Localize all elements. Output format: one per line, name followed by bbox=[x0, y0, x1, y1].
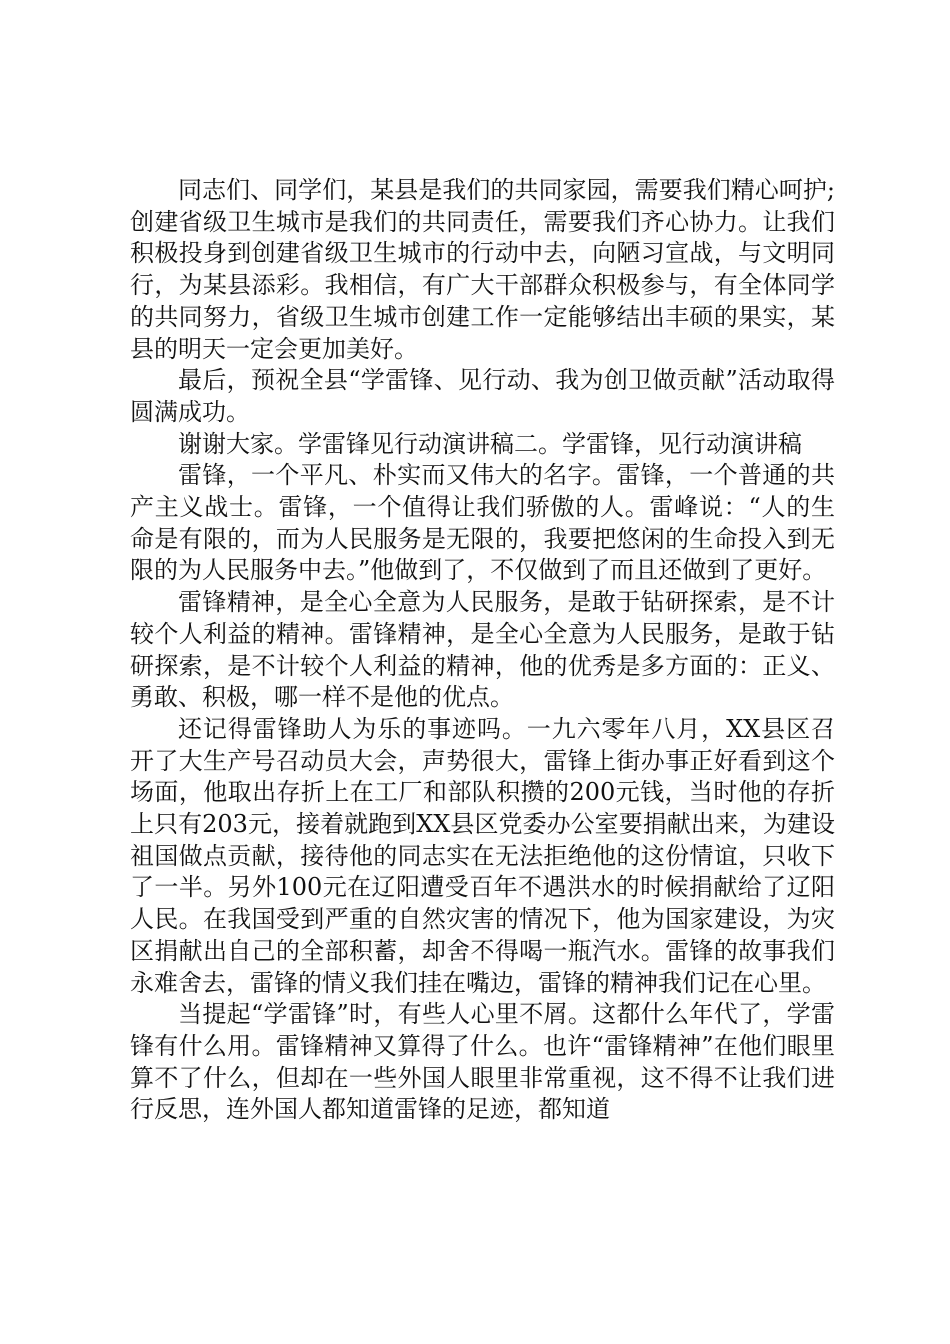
paragraph-3: 谢谢大家。学雷锋见行动演讲稿二。学雷锋，见行动演讲稿 bbox=[178, 429, 802, 458]
paragraph-6: 还记得雷锋助人为乐的事迹吗。一九六零年八月，XX县区召开了大生产号召动员大会，声势很大，雷锋上街办事正好看到这个场面，他取出存折上在工厂和部队积攒的200元钱，当时他的存折上只有203元，接着就跑到XX县区党委办公室要捐献出来，为建设祖国做点贡献，接待他的同志实在无法拒绝他的这份情谊，只收下了一半。另外100元在辽阳遭受百年不遇洪水的时候捐献给了辽阳人民。在我国受到严重的自然灾害的情况下，他为国家建设，为灾区捐献出自己的全部积蓄，却舍不得喝一瓶汽水。雷锋的故事我们永难舍去，雷锋的情义我们挂在嘴边，雷锋的精神我们记在心里。 bbox=[130, 714, 835, 997]
paragraph-2: 最后，预祝全县“学雷锋、见行动、我为创卫做贡献”活动取得圆满成功。 bbox=[130, 366, 835, 426]
document-page bbox=[130, 175, 835, 1126]
paragraph-4: 雷锋，一个平凡、朴实而又伟大的名字。雷锋，一个普通的共产主义战士。雷锋，一个值得让我们骄傲的人。雷峰说：“人的生命是有限的，而为人民服务是无限的，我要把悠闲的生命投入到无限的为人民服务中去。”他做到了，不仅做到了而且还做到了更好。 bbox=[130, 461, 835, 585]
paragraph-5: 雷锋精神，是全心全意为人民服务，是敢于钻研探索，是不计较个人利益的精神。雷锋精神，是全心全意为人民服务，是敢于钻研探索，是不计较个人利益的精神，他的优秀是多方面的：正义、勇敢、积极，哪一样不是他的优点。 bbox=[130, 588, 835, 712]
paragraph-1: 同志们、同学们，某县是我们的共同家园，需要我们精心呵护;创建省级卫生城市是我们的共同责任，需要我们齐心协力。让我们积极投身到创建省级卫生城市的行动中去，向陋习宣战，与文明同行，为某县添彩。我相信，有广大干部群众积极参与，有全体同学的共同努力，省级卫生城市创建工作一定能够结出丰硕的果实，某县的明天一定会更加美好。 bbox=[130, 176, 835, 363]
paragraph-7: 当提起“学雷锋”时，有些人心里不屑。这都什么年代了，学雷锋有什么用。雷锋精神又算得了什么。也许“雷锋精神”在他们眼里算不了什么，但却在一些外国人眼里非常重视，这不得不让我们进行反思，连外国人都知道雷锋的足迹，都知道 bbox=[130, 1000, 835, 1124]
